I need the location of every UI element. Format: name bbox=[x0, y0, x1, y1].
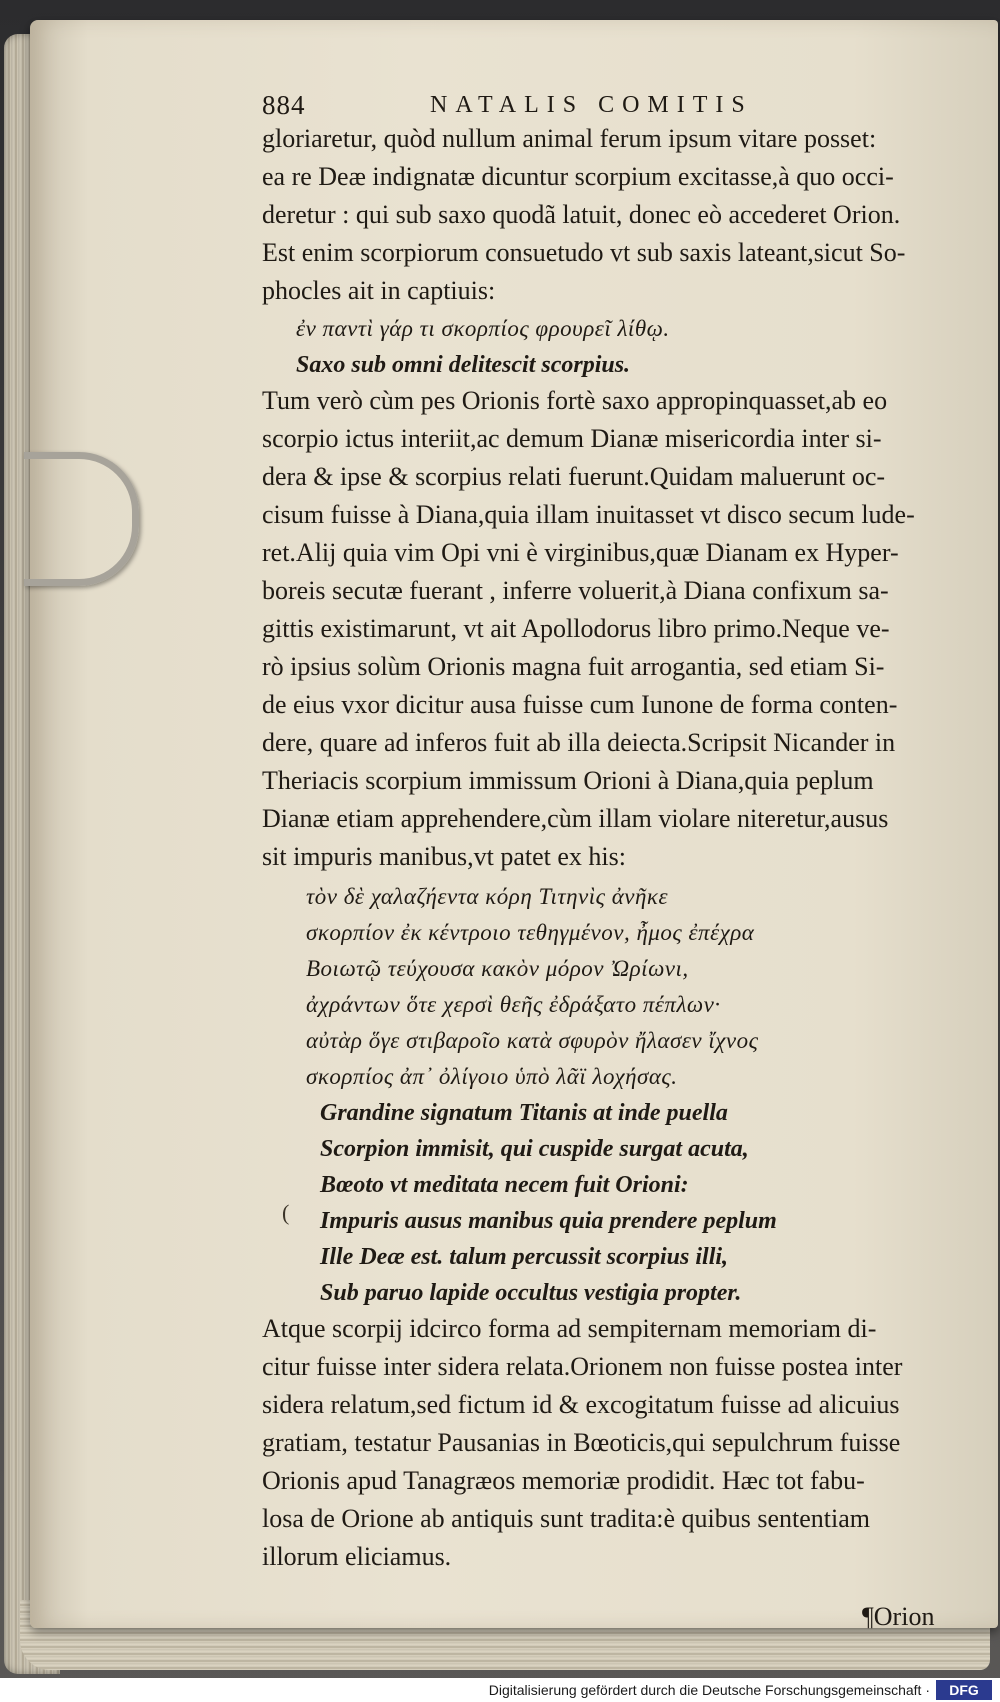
text-line: dera & ipse & scorpius relati fuerunt.Quidam maluerunt oc- bbox=[262, 462, 886, 491]
text-line: Orionis apud Tanagræos memoriæ prodidit. Hæc tot fabu- bbox=[262, 1466, 865, 1495]
text-line: boreis secutæ fuerant , inferre voluerit,à Diana confixum sa- bbox=[262, 576, 889, 605]
text-line: de eius vxor dicitur ausa fuisse cum Iunone de forma conten- bbox=[262, 690, 898, 719]
text-line: Tum verò cùm pes Orionis fortè saxo appropinquasset,ab eo bbox=[262, 386, 888, 415]
text-line: ret.Alij quia vim Opi vni è virginibus,quæ Dianam ex Hyper- bbox=[262, 538, 899, 567]
text-line: Theriacis scorpium immissum Orioni à Diana,quia peplum bbox=[262, 766, 874, 795]
greek-line: ἀχράντων ὅτε χερσὶ θεῆς ἐδράξατο πέπλων· bbox=[306, 992, 721, 1017]
text-line: phocles ait in captiuis: bbox=[262, 276, 496, 305]
italic-line: Ille Deæ est. talum percussit scorpius illi, bbox=[320, 1244, 729, 1270]
text-line: gittis existimarunt, vt ait Apollodorus libro primo.Neque ve- bbox=[262, 614, 890, 643]
greek-line: σκορπίος ἀπ᾽ ὀλίγοιο ὑπὸ λᾶϊ λοχήσας. bbox=[306, 1064, 678, 1089]
italic-line: Saxo sub omni delitescit scorpius. bbox=[296, 352, 631, 378]
text-line: Est enim scorpiorum consuetudo vt sub saxis lateant,sicut So- bbox=[262, 238, 906, 267]
text-line: scorpio ictus interiit,ac demum Dianæ misericordia inter si- bbox=[262, 424, 882, 453]
footer-bar bbox=[0, 1678, 1000, 1702]
text-line: gloriaretur, quòd nullum animal ferum ipsum vitare posset: bbox=[262, 124, 877, 153]
book-clasp-ribbon bbox=[24, 452, 139, 586]
text-line: dere, quare ad inferos fuit ab illa deiecta.Scripsit Nicander in bbox=[262, 728, 896, 757]
italic-line: Impuris ausus manibus quia prendere peplum bbox=[320, 1208, 777, 1234]
text-line: cisum fuisse à Diana,quia illam inuitasset vt disco secum lude- bbox=[262, 500, 915, 529]
text-line: rò ipsius solùm Orionis magna fuit arrogantia, sed etiam Si- bbox=[262, 652, 885, 681]
greek-line: ἐν παντὶ γάρ τι σκορπίος φρουρεῖ λίθῳ. bbox=[296, 316, 670, 341]
italic-line: Scorpion immisit, qui cuspide surgat acuta, bbox=[320, 1136, 749, 1162]
dfg-logo: DFG bbox=[936, 1680, 992, 1700]
italic-line: Grandine signatum Titanis at inde puella bbox=[320, 1100, 728, 1126]
text-line: ea re Deæ indignatæ dicuntur scorpium excitasse,à quo occi- bbox=[262, 162, 894, 191]
text-line: sidera relatum,sed fictum id & excogitatum fuisse ad alicuius bbox=[262, 1390, 900, 1419]
greek-line: σκορπίον ἐκ κέντροιο τεθηγμένον, ἦμος ἐπέχρα bbox=[306, 920, 755, 945]
text-line: illorum eliciamus. bbox=[262, 1542, 452, 1571]
text-line: losa de Orione ab antiquis sunt tradita:è quibus sententiam bbox=[262, 1504, 870, 1533]
catchword: ¶Orion bbox=[862, 1602, 935, 1631]
marginal-mark: ( bbox=[282, 1200, 290, 1225]
italic-line: Bœoto vt meditata necem fuit Orioni: bbox=[320, 1172, 689, 1198]
text-line: Dianæ etiam apprehendere,cùm illam violare niteretur,ausus bbox=[262, 804, 889, 833]
text-line: sit impuris manibus,vt patet ex his: bbox=[262, 842, 626, 871]
greek-line: Βοιωτῷ τεύχουσα κακὸν μόρον Ὠρίωνι, bbox=[306, 956, 689, 981]
running-title: NATALIS COMITIS bbox=[430, 92, 753, 118]
text-line: deretur : qui sub saxo quodã latuit, donec eò accederet Orion. bbox=[262, 200, 901, 229]
funding-notice: Digitalisierung gefördert durch die Deutsche Forschungsgemeinschaft · bbox=[488, 1682, 930, 1698]
greek-line: αὐτὰρ ὅγε στιβαροῖο κατὰ σφυρὸν ἤλασεν ἴχνος bbox=[306, 1028, 759, 1053]
greek-line: τὸν δὲ χαλαζήεντα κόρη Τιτηνὶς ἀνῆκε bbox=[306, 884, 669, 909]
italic-line: Sub paruo lapide occultus vestigia propter. bbox=[320, 1280, 742, 1306]
text-line: citur fuisse inter sidera relata.Orionem non fuisse postea inter bbox=[262, 1352, 903, 1381]
page-number: 884 bbox=[262, 90, 306, 120]
book-page bbox=[30, 20, 998, 1631]
text-line: Atque scorpij idcirco forma ad sempiternam memoriam di- bbox=[262, 1314, 877, 1343]
text-line: gratiam, testatur Pausanias in Bœoticis,qui sepulchrum fuisse bbox=[262, 1428, 901, 1457]
